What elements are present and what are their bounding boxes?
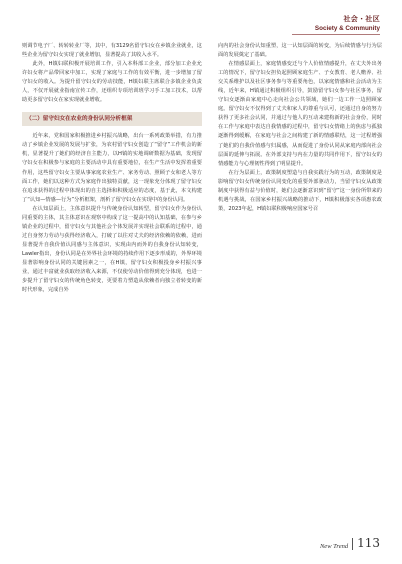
section-title-cn: 社会・社区 bbox=[343, 15, 380, 23]
paragraph: 在行为层面上，政策制度塑造与自我实践行为的互动，政策制度是影响留守妇女传统身份认同变化的重要外部驱动力，当留守妇女从政策制度中获得有益与价值时，她们会逐渐意识到“留守”这一身份所带来的机遇与挑战，在国家乡村振兴战略的推动下，H镇积极落实各项惠农政策，2023年起，H镇妇联积极响应国家号召 bbox=[218, 169, 382, 212]
right-column bbox=[218, 42, 382, 214]
paragraph: 近年来，党和国家积极推进乡村振兴战略，出台一系列政策举措，有力推动了乡镇企业发展的发展与扩张，为农村留守妇女创造了“留守”工作机会的新机，显著提升了她们的经济自主能力，以H镇的实地调研数据为基础，发现留守妇女在积极参与家庭的主要活动中具有重要地位，在生产生活中发挥着重要作用，这些留守妇女主要从事家庭农业生产、家务劳动、照顾子女和老人等方面工作，她们以这种方式为家庭作出独特贡献，这一现象充分体现了留守妇女在追求获得的过程中体现出的自主选择和积极适应的态度，基于此，本文构建了“认知—情感—行为”分析框架，剖析了留守妇女在实现中的身份认同。 bbox=[22, 133, 202, 203]
header-divider bbox=[292, 34, 380, 35]
paragraph: 则调节电子厂、转转转业厂等，其中，有3129名留守妇女在乡镇企业就业，这些企业为留守妇女实现了就业增加，显著提高了其收入水平。 bbox=[22, 43, 202, 59]
section-title-en: Society & Community bbox=[314, 25, 380, 32]
page-number: 113 bbox=[357, 536, 380, 550]
paragraph: 在情感层面上，家庭情感变迁与个人价值情感提升，在丈夫外出务工的情况下，留守妇女担负起照顾家庭生产、子女教育、老人赡养、社交关系维护以及社区事务参与等重要角色，以家庭情感和社会活动为主线，近年来，H镇通过积极组织引导，鼓励留守妇女参与社区事务，留守妇女逐渐由家庭中心走向社会公共领域，她们一边工作一边照顾家庭。留守妇女不仅得到了丈夫和家人的尊重与认可，还通过自身的努力获得了更多社会认同，并通过与他人的互动来建构新的社会身份，同时在工作与家庭中表达自我情感的过程中，留守妇女情绪上的焦虑与孤独逐渐得到缓解，在家庭与社会之间构建了新的情感联结，这一过程增强了她们的自我价值感与归属感，从而促进了身份认同从家庭内部向社会层面的延伸与拓展。在外部支持与内在力量的共同作用下，留守妇女的情感能力与心理韧性得到了明显提升。 bbox=[218, 61, 382, 167]
section-subheading: （二）留守妇女在农业的身份认同分析框架 bbox=[22, 112, 202, 126]
section-header bbox=[315, 14, 380, 32]
paragraph: 在认知层面上，主体意识提升与传统身份认知转型，留守妇女作为身份认同重要的主体，其主体意识在观察中构成了这一提高中的认知基础，在参与乡镇企业的过程中，留守妇女与其他社会个体发展并实现社会联系的过程中，通过自身努力劳动与获得经济收入，打破了以往对丈夫的经济依赖的依赖，进而显著提升自我价值认同感与主体意识，实现由内而外的自我身份认知转变，Lawler指出，身份认同是在外界社会环境的持续作用下逐步形成的，外界环境显著影响身份认同的关键因素之一，在H镇，留守妇女积极投身乡村振兴事业，通过丰富就业获取经济收入来源，不仅使劳动价值得到充分体现，也进一步提升了留守妇女的传统角色转变，更要着力塑造从依赖者向独立者转变的新时代形象，完成自外 bbox=[22, 205, 202, 294]
footer-divider bbox=[352, 538, 353, 550]
left-column bbox=[22, 42, 202, 295]
paragraph: 向内的社会身份认知重塑，这一认知层面的转变，为后续情感与行为层面的发展奠定了基础。 bbox=[218, 43, 382, 59]
page-footer bbox=[320, 536, 380, 550]
paragraph: 此外，H镇妇联积极开展培训工作，引入本科部工企业，部分加工企业允许妇女将产品带回家中加工，实现了家庭与工作的有效平衡，进一步增加了留守妇女的收入。为提升留守妇女的劳动技能，H镇妇联主席联合多镇企业负责人，不仅开展就业指南宣传工作，还组织专项培训班学习手工加工技术，以帮助更多留守妇女在家实现就业增收。 bbox=[22, 61, 202, 104]
magazine-name: New Trend bbox=[319, 543, 349, 550]
